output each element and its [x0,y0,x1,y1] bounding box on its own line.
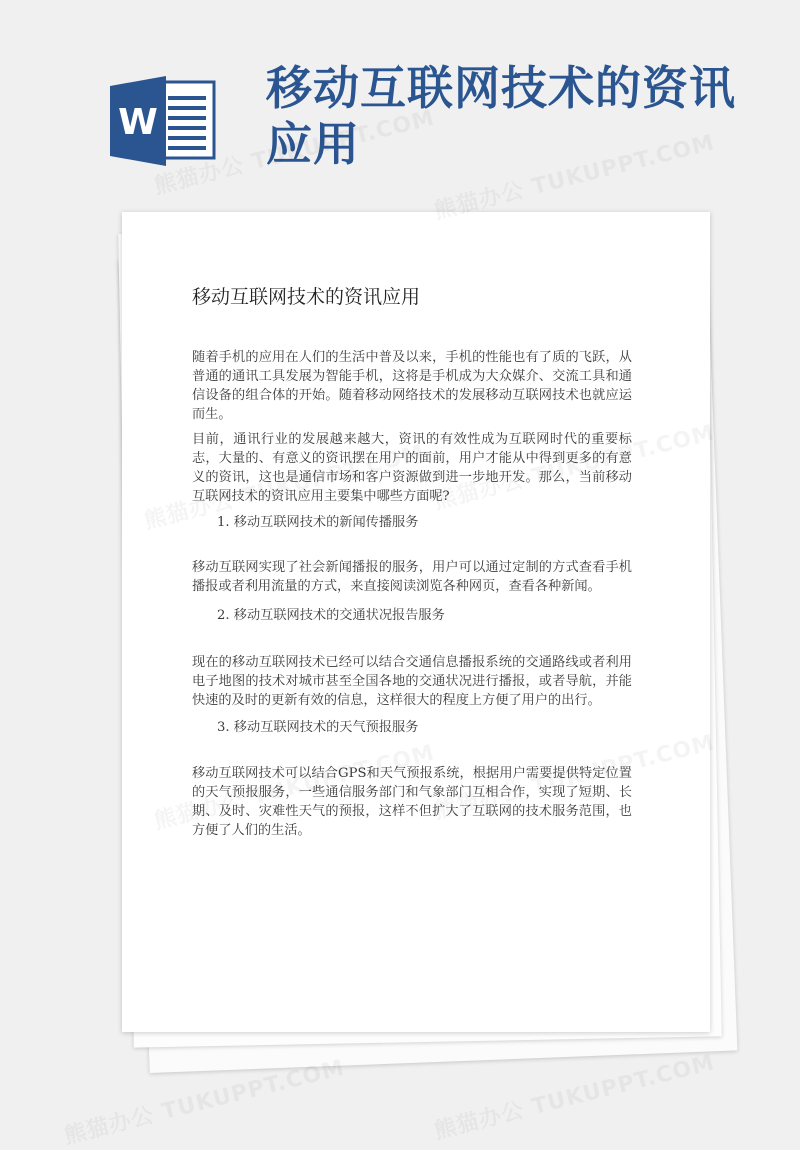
section-heading-traffic: 2. 移动互联网技术的交通状况报告服务 [217,608,445,623]
section-heading-news: 1. 移动互联网技术的新闻传播服务 [217,515,419,530]
svg-text:W: W [118,102,158,143]
section-heading-weather: 3. 移动互联网技术的天气预报服务 [217,720,419,735]
watermark [431,1046,718,1146]
paragraph-intro: 随着手机的应用在人们的生活中普及以来，手机的性能也有了质的飞跃，从普通的通讯工具发展为智能手机，这将是手机成为大众媒介、交流工具和通信设备的组合体的开始。随着移动网络技术的发展移动互联网技术也就应运而生。 [192,350,632,422]
paragraph-news: 移动互联网实现了社会新闻播报的服务，用户可以通过定制的方式查看手机播报或者利用流量的方式，来直接阅读浏览各种网页，查看各种新闻。 [192,560,632,594]
page-title: 移动互联网技术的资讯应用 [266,61,736,171]
paragraph-traffic: 现在的移动互联网技术已经可以结合交通信息播报系统的交通路线或者利用电子地图的技术对城市甚至全国各地的交通状况进行播报，或者导航，并能快速的及时的更新有效的信息，这样很大的程度上方便了用户的出行。 [192,655,632,708]
document-page [122,212,710,1032]
paragraph-weather: 移动互联网技术可以结合GPS和天气预报系统，根据用户需要提供特定位置的天气预报服务，一些通信服务部门和气象部门互相合作，实现了短期、长期、及时、灾难性天气的预报，这样不但扩大了互联网的技术服务范围，也方便了人们的生活。 [192,766,632,838]
word-document-icon [110,76,220,166]
document-title: 移动互联网技术的资讯应用 [192,286,421,308]
paragraph-question: 目前，通讯行业的发展越来越大，资讯的有效性成为互联网时代的重要标志，大量的、有意义的资讯摆在用户的面前，用户才能从中得到更多的有意义的资讯，这也是通信市场和客户资源做到进一步地开发。那么，当前移动互联网技术的资讯应用主要集中哪些方面呢? [192,432,632,504]
